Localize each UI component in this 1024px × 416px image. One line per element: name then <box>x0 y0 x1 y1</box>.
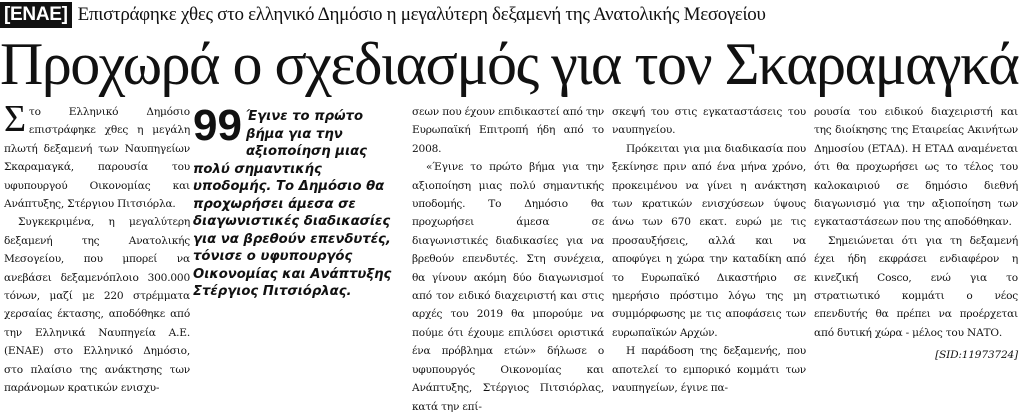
col1-paragraph-1: το Ελληνικό Δημόσιο επιστράφηκε χθες η μεγάλη πλωτή δεξαμενή των Ναυπηγείων Σκαραμαγκά, παρουσία του υφυπουργού Οικονομίας και Ανάπτυξης, Στέργιου Πιτσιόρλα. <box>4 106 190 211</box>
column-4 <box>612 103 806 398</box>
col1-paragraph-2: Συγκεκριμένα, η μεγαλύτερη δεξαμενή της Ανατολικής Μεσογείου, που μπορεί να ανεβάσει δεξαμενόπλοιο 300.000 τόνων, μαζί με 220 στρέμματα χερσαίας έκτασης, αποδόθηκε από την Ελληνικά Ναυπηγεία Α.Ε. (ΕΝΑΕ) στο Ελληνικό Δημόσιο, στο πλαίσιο της ανάκτησης των παράνομων κρατικών ενισχυ- <box>4 216 190 395</box>
sid-code: [SID:11973724] <box>935 349 1018 362</box>
col3-paragraph-1: σεων που έχουν επιδικαστεί από την Ευρωπαϊκή Επιτροπή ήδη από το 2008. <box>412 106 604 155</box>
col4-paragraph-1: σκεψή του στις εγκαταστάσεις του ναυπηγείου. <box>612 106 806 137</box>
headline: Προχωρά ο σχεδιασμός για τον Σκαραμαγκά <box>0 31 1019 97</box>
kicker-line <box>0 0 1024 32</box>
quote-mark-icon: 99 <box>193 101 242 150</box>
column-1 <box>4 98 190 398</box>
col5-paragraph-1: ρουσία του ειδικού διαχειριστή και της διοίκησης της Εταιρείας Ακινήτων Δημοσίου (ΕΤΑΔ). Η ΕΤΑΔ αναμένεται ότι θα προχωρήσει ως το τέλος του καλοκαιριού σε δημόσιο διεθνή διαγωνισμό για την αξιοποίηση των εγκαταστάσεων που της αποδόθηκαν. <box>814 106 1018 229</box>
source-tag: [ΕΝΑΕ] <box>0 2 72 28</box>
col4-paragraph-2: Πρόκειται για μια διαδικασία που ξεκίνησε πριν από ένα μήνα χρόνο, προκειμένου να γίνει η ανάκτηση των κρατικών ενισχύσεων ύψους άνω των 670 εκατ. ευρώ με τις προσαυξήσεις, αλλά και να αποφύγει η χώρα την καταδίκη από το Ευρωπαϊκό Δικαστήριο σε ημερήσιο πρόστιμο λόγω της μη συμμόρφωσης με τις αποφάσεις των ευρωπαϊκών Αρχών. <box>612 142 806 339</box>
col5-paragraph-2: Σημειώνεται ότι για τη δεξαμενή έχει ήδη εκφράσει ενδιαφέρον η κινεζική Cosco, ενώ για το στρατιωτικό κομμάτι ο νέος επενδυτής θα πρέπει να προέρχεται από δυτική χώρα - μέλος του ΝΑΤΟ. <box>814 234 1018 339</box>
col4-paragraph-3: Η παράδοση της δεξαμενής, που αποτελεί το εμπορικό κομμάτι των ναυπηγείων, έγινε πα- <box>612 345 806 395</box>
col3-paragraph-2: «Έγινε το πρώτο βήμα για την αξιοποίηση μιας πολύ σημαντικής υποδομής. Το Δημόσιο θα προχωρήσει άμεσα σε διαγωνιστικές διαδικασίες για να βρεθούν επενδυτές. Στη συνέχεια, θα γίνουν ακόμη δύο διαγωνισμοί από τον ειδικό διαχειριστή και στις αρχές του 2019 θα μπορούμε να πούμε ότι έχουμε επιλύσει οριστικά ένα πρόβλημα ετών» δήλωσε ο υφυπουργός Οικονομίας και Ανάπτυξης, Στέργιος Πιτσιόρλας, κατά την επί- <box>412 161 604 413</box>
pull-quote-text: Έγινε το πρώτο βήμα για την αξιοποίηση μιας πολύ σημαντικής υποδομής. Το Δημόσιο θα προχωρήσει άμεσα σε διαγωνιστικές διαδικασίες για να βρεθούν επενδυτές, τόνισε ο υφυπουργός Οικονομίας και Ανάπτυξης Στέργιος Πιτσιόρλας. <box>193 109 392 299</box>
column-5 <box>814 103 1018 365</box>
column-3 <box>412 103 604 416</box>
drop-cap: Σ <box>4 98 26 140</box>
kicker-text: Επιστράφηκε χθες στο ελληνικό Δημόσιο η μεγαλύτερη δεξαμενή της Ανατολικής Μεσογείου <box>77 4 766 25</box>
pull-quote <box>193 101 400 301</box>
